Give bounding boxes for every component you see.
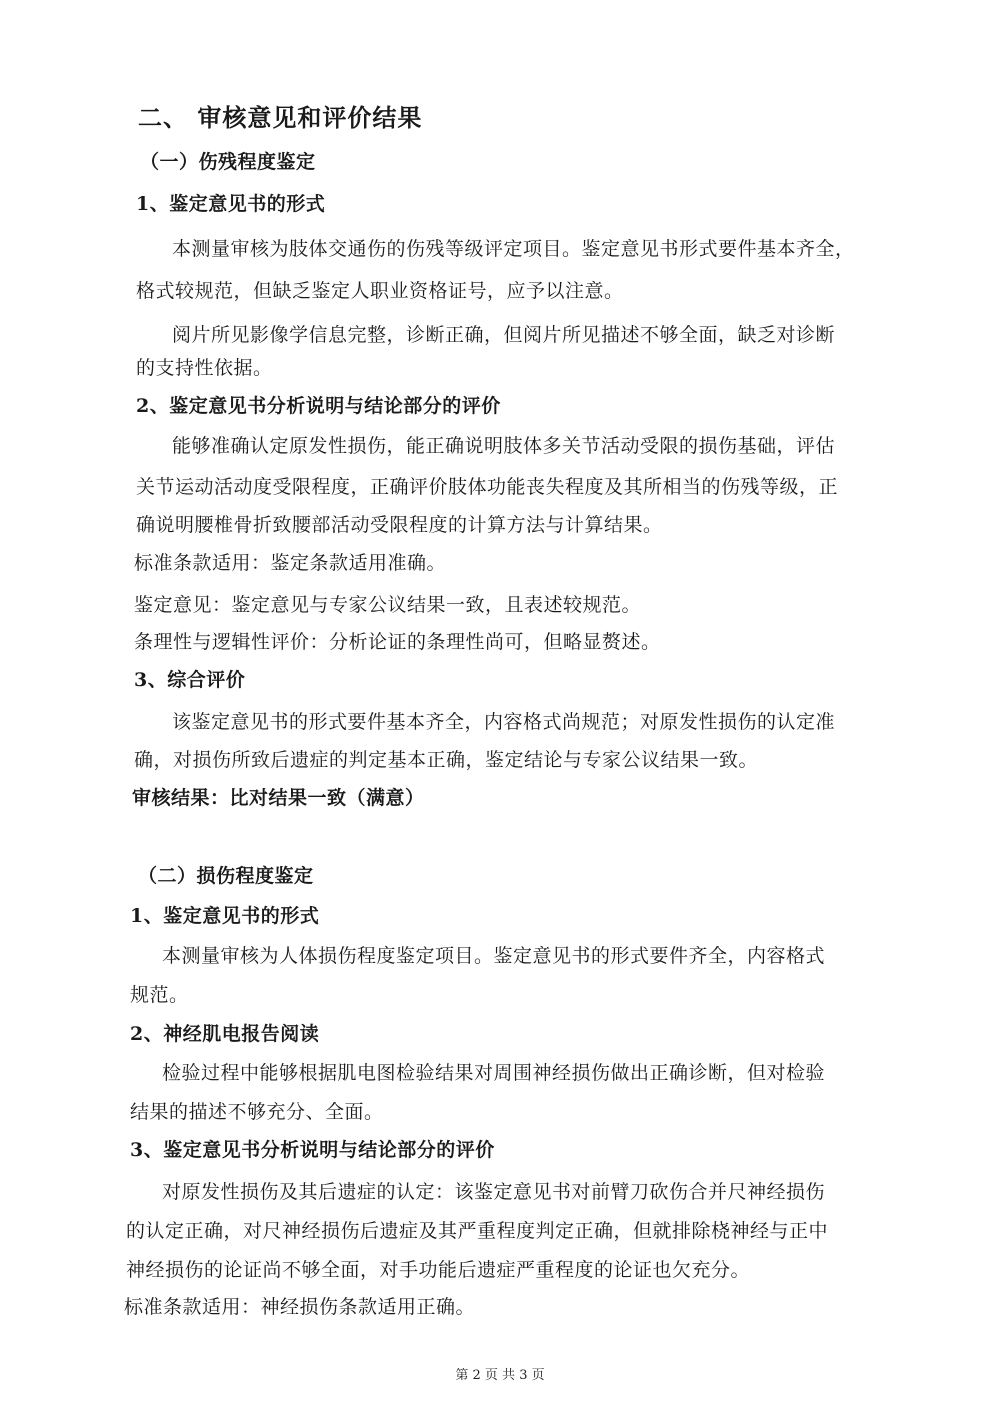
paragraph-line: 确说明腰椎骨折致腰部活动受限程度的计算方法与计算结果。 <box>136 514 663 536</box>
opinion-line: 鉴定意见：鉴定意见与专家公议结果一致，且表述较规范。 <box>134 594 642 616</box>
section-title: 二、 审核意见和评价结果 <box>138 103 423 132</box>
part2-s3-heading: 3、鉴定意见书分析说明与结论部分的评价 <box>130 1139 495 1161</box>
part2-heading: （二）损伤程度鉴定 <box>138 865 314 887</box>
standard-clause-line: 标准条款适用：鉴定条款适用准确。 <box>134 552 447 574</box>
paragraph-line: 对原发性损伤及其后遗症的认定：该鉴定意见书对前臂刀砍伤合并尺神经损伤 <box>162 1181 826 1203</box>
paragraph-line: 关节运动活动度受限程度，正确评价肢体功能丧失程度及其所相当的伤残等级，正 <box>136 476 839 498</box>
paragraph-line: 确，对损伤所致后遗症的判定基本正确，鉴定结论与专家公议结果一致。 <box>134 749 759 771</box>
part1-s3-heading: 3、综合评价 <box>134 669 246 691</box>
paragraph-line: 规范。 <box>130 984 189 1006</box>
page-number-footer: 第 2 页 共 3 页 <box>455 1368 545 1383</box>
part1-s1-heading: 1、鉴定意见书的形式 <box>136 193 326 215</box>
paragraph-line: 的支持性依据。 <box>136 357 273 379</box>
paragraph-line: 能够准确认定原发性损伤，能正确说明肢体多关节活动受限的损伤基础，评估 <box>172 435 836 457</box>
part1-heading: （一）伤残程度鉴定 <box>140 151 316 173</box>
paragraph-line: 该鉴定意见书的形式要件基本齐全，内容格式尚规范；对原发性损伤的认定准 <box>172 711 836 733</box>
paragraph-line: 检验过程中能够根据肌电图检验结果对周围神经损伤做出正确诊断，但对检验 <box>162 1062 826 1084</box>
part2-s1-heading: 1、鉴定意见书的形式 <box>130 905 320 927</box>
part1-s2-heading: 2、鉴定意见书分析说明与结论部分的评价 <box>136 395 501 417</box>
paragraph-line: 神经损伤的论证尚不够全面，对手功能后遗症严重程度的论证也欠充分。 <box>126 1259 751 1281</box>
audit-result: 审核结果：比对结果一致（满意） <box>132 787 425 809</box>
paragraph-line: 结果的描述不够充分、全面。 <box>130 1101 384 1123</box>
part2-s2-heading: 2、神经肌电报告阅读 <box>130 1023 320 1045</box>
paragraph-line: 本测量审核为肢体交通伤的伤残等级评定项目。鉴定意见书形式要件基本齐全， <box>172 238 855 260</box>
paragraph-line: 本测量审核为人体损伤程度鉴定项目。鉴定意见书的形式要件齐全，内容格式 <box>162 945 826 967</box>
standard-clause-line: 标准条款适用：神经损伤条款适用正确。 <box>124 1296 476 1318</box>
paragraph-line: 格式较规范，但缺乏鉴定人职业资格证号，应予以注意。 <box>136 280 624 302</box>
paragraph-line: 阅片所见影像学信息完整，诊断正确，但阅片所见描述不够全面，缺乏对诊断 <box>172 324 836 346</box>
logic-evaluation-line: 条理性与逻辑性评价：分析论证的条理性尚可，但略显赘述。 <box>134 631 661 653</box>
paragraph-line: 的认定正确，对尺神经损伤后遗症及其严重程度判定正确，但就排除桡神经与正中 <box>126 1220 829 1242</box>
